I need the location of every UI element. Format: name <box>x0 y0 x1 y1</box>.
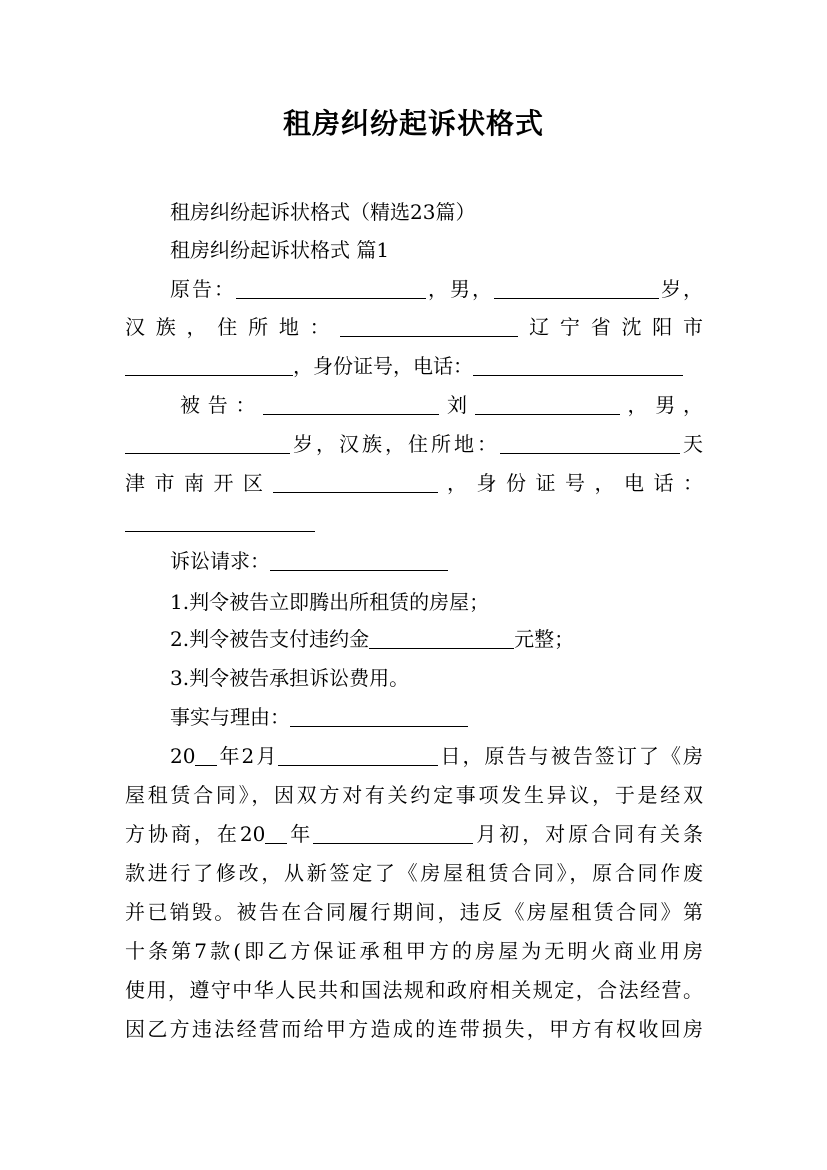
subtitle: 租房纠纷起诉状格式（精选23篇） <box>170 200 476 224</box>
plaintiff-line-3 <box>125 351 703 381</box>
plaintiff-sex: ，男， <box>426 277 494 301</box>
blank-plaintiff-name <box>236 276 426 299</box>
blank-defendant-name-2 <box>475 392 620 415</box>
defendant-surname: 刘 <box>439 393 475 417</box>
plaintiff-city: 辽宁省沈阳市 <box>518 315 703 339</box>
plaintiff-id-phone: ，身份证号，电话： <box>293 354 473 378</box>
section-heading: 租房纠纷起诉状格式 篇1 <box>170 238 390 262</box>
claims-heading-line <box>170 546 703 576</box>
defendant-line-3 <box>125 468 703 498</box>
blank-facts <box>290 704 468 727</box>
facts-line-5: 并已销毁。被告在合同履行期间，违反《房屋租赁合同》第 <box>125 900 703 924</box>
claim-item-2-prefix: 2.判令被告支付违约金 <box>170 627 370 651</box>
blank-plaintiff-address <box>340 314 518 337</box>
defendant-district: 津市南开区 <box>125 471 273 495</box>
blank-defendant-address <box>500 431 680 454</box>
blank-plaintiff-age <box>494 276 659 299</box>
facts-year-word: 年 <box>287 822 314 846</box>
blank-defendant-name-1 <box>263 392 439 415</box>
facts-heading: 事实与理由： <box>170 705 290 729</box>
facts-line-1 <box>170 741 703 771</box>
plaintiff-line-2 <box>125 312 703 342</box>
blank-defendant-address-2 <box>273 470 438 493</box>
blank-defendant-phone <box>125 509 315 532</box>
blank-defendant-age <box>125 431 290 454</box>
defendant-city-start: 天 <box>680 432 703 456</box>
facts-line-6: 十条第7款(即乙方保证承租甲方的房屋为无明火商业用房 <box>125 939 703 963</box>
claim-item-2-suffix: 元整； <box>514 627 575 651</box>
blank-year-2 <box>265 821 287 844</box>
facts-line-7: 使用，遵守中华人民共和国法规和政府相关规定，合法经营。 <box>125 978 703 1002</box>
facts-heading-line <box>170 702 703 732</box>
defendant-id-phone: ，身份证号，电话： <box>437 471 703 495</box>
facts-line-3 <box>125 819 703 849</box>
facts-line-1-text: 日，原告与被告签订了《房 <box>438 744 703 768</box>
claim-item-1: 1.判令被告立即腾出所租赁的房屋； <box>170 590 490 614</box>
blank-year-1 <box>195 743 217 766</box>
defendant-line-2 <box>125 429 703 459</box>
plaintiff-ethnicity-address: 汉族，住所地： <box>125 315 341 339</box>
defendant-line-1 <box>180 390 703 420</box>
plaintiff-line-1 <box>170 274 703 304</box>
document-title: 租房纠纷起诉状格式 <box>282 107 544 140</box>
defendant-line-4 <box>125 507 703 537</box>
defendant-sex: ，男， <box>619 393 703 417</box>
blank-penalty-amount <box>369 626 514 649</box>
claim-item-2 <box>170 624 703 654</box>
defendant-ethnicity-address: 岁，汉族，住所地： <box>290 432 500 456</box>
facts-month: 年2月 <box>217 744 279 768</box>
claim-item-3: 3.判令被告承担诉讼费用。 <box>170 666 410 690</box>
blank-claims <box>270 548 448 571</box>
facts-line-8: 因乙方违法经营而给甲方造成的连带损失，甲方有权收回房 <box>125 1017 703 1041</box>
plaintiff-label: 原告： <box>170 277 236 301</box>
facts-line-4: 款进行了修改，从新签定了《房屋租赁合同》，原合同作废 <box>125 861 703 885</box>
blank-month-2 <box>313 821 473 844</box>
facts-line-3-prefix: 方协商，在20 <box>125 822 266 846</box>
facts-line-3-text: 月初，对原合同有关条 <box>473 822 703 846</box>
defendant-label: 被告： <box>180 393 264 417</box>
facts-year-prefix: 20 <box>170 744 196 768</box>
blank-day-1 <box>278 743 438 766</box>
blank-plaintiff-address-2 <box>125 353 293 376</box>
facts-line-2: 屋租赁合同》，因双方对有关约定事项发生异议，于是经双 <box>125 783 703 807</box>
plaintiff-age-suffix: 岁， <box>659 277 703 301</box>
claims-heading: 诉讼请求： <box>170 549 270 573</box>
blank-plaintiff-phone <box>473 353 683 376</box>
